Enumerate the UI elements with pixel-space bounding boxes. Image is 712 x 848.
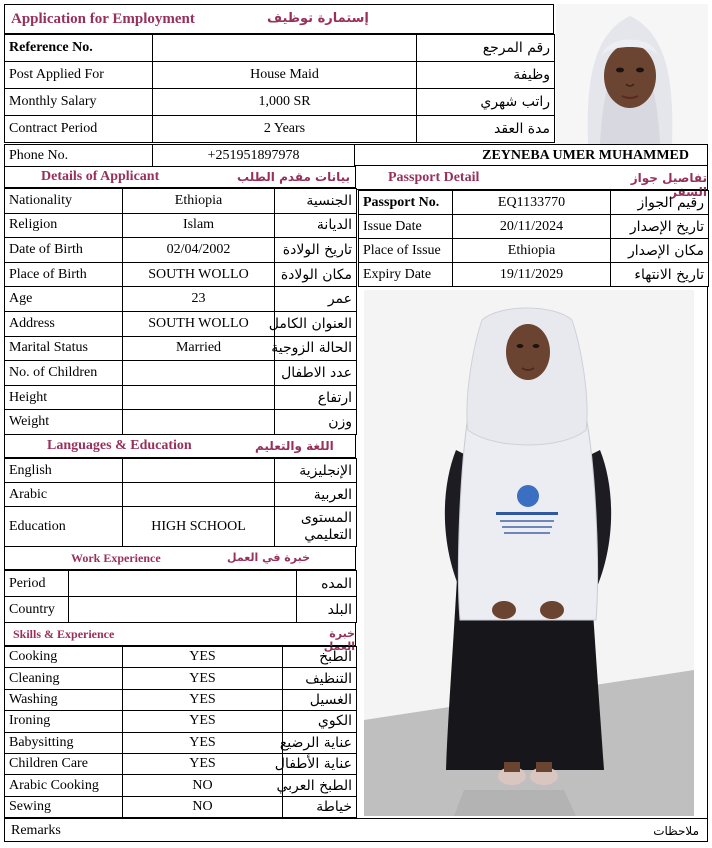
skill-value: YES: [123, 689, 283, 710]
top-label-ar: رقم المرجع: [417, 35, 555, 62]
applicant-label-ar: الجنسية: [275, 189, 357, 214]
work-label: Period: [5, 571, 69, 597]
phone-label: Phone No.: [5, 145, 153, 167]
top-label: Monthly Salary: [5, 89, 153, 116]
passport-label: Place of Issue: [359, 239, 453, 263]
languages-title-ar: اللغة والتعليم: [255, 439, 334, 453]
applicant-label: Marital Status: [5, 336, 123, 361]
work-title-en: Work Experience: [71, 551, 161, 565]
education-row: [5, 507, 357, 547]
passport-row-issue-date: [359, 215, 709, 239]
remarks-label: Remarks: [11, 823, 61, 838]
skill-label: Ironing: [5, 711, 123, 732]
top-row-monthly-salary: [5, 89, 417, 116]
language-row-english: [5, 459, 357, 483]
skill-label-ar: الطبخ: [283, 647, 357, 668]
language-label: English: [5, 459, 123, 483]
language-value: [123, 459, 275, 483]
skill-label-ar: الكوي: [283, 711, 357, 732]
applicant-value: [123, 385, 275, 410]
passport-section-header: [356, 166, 708, 199]
applicant-label: Place of Birth: [5, 262, 123, 287]
skills-title-en: Skills & Experience: [13, 627, 115, 641]
top-label: Post Applied For: [5, 62, 153, 89]
work-value: [69, 597, 297, 623]
applicant-label-ar: العنوان الكامل: [275, 311, 357, 336]
education-value: HIGH SCHOOL: [123, 507, 275, 547]
applicant-row-religion: [5, 213, 357, 238]
top-row-ar: [417, 35, 555, 62]
title-en: Application for Employment: [11, 11, 195, 27]
passport-label: Expiry Date: [359, 263, 453, 287]
education-label: Education: [5, 507, 123, 547]
skill-row-ironing: [5, 711, 357, 732]
skill-label: Arabic Cooking: [5, 775, 123, 796]
applicant-label-ar: ارتفاع: [275, 385, 357, 410]
skill-label: Washing: [5, 689, 123, 710]
applicant-label: Date of Birth: [5, 238, 123, 263]
applicant-name: ZEYNEBA UMER MUHAMMED: [482, 148, 689, 163]
applicant-label: Age: [5, 287, 123, 312]
skill-row-children-care: [5, 753, 357, 774]
languages-title-en: Languages & Education: [47, 438, 192, 453]
work-label: Country: [5, 597, 69, 623]
education-label-ar: المستوى التعليمي: [275, 507, 357, 547]
portrait-photo: [556, 4, 708, 144]
passport-value: 20/11/2024: [453, 215, 611, 239]
top-row-contract-period: [5, 116, 417, 143]
applicant-label: No. of Children: [5, 361, 123, 386]
applicant-row-weight: [5, 410, 357, 435]
passport-row-passport-no: [359, 191, 709, 215]
applicant-value: SOUTH WOLLO: [123, 262, 275, 287]
top-value: House Maid: [153, 62, 417, 89]
skill-label-ar: الطبخ العربي: [283, 775, 357, 796]
skills-table: [4, 646, 357, 818]
skill-row-sewing: [5, 796, 357, 817]
applicant-value: [123, 410, 275, 435]
applicant-label-ar: عدد الاطفال: [275, 361, 357, 386]
passport-table: [358, 190, 709, 287]
skill-value: YES: [123, 753, 283, 774]
applicant-table: [4, 188, 357, 435]
work-table: [4, 570, 357, 623]
applicant-row-height: [5, 385, 357, 410]
applicant-label-ar: الديانة: [275, 213, 357, 238]
applicant-label-ar: وزن: [275, 410, 357, 435]
skills-title-ar: خبرة العمل: [323, 627, 355, 653]
applicant-value: 02/04/2002: [123, 238, 275, 263]
skill-value: YES: [123, 732, 283, 753]
language-row-arabic: [5, 483, 357, 507]
applicant-label: Nationality: [5, 189, 123, 214]
skill-value: YES: [123, 647, 283, 668]
passport-label: Passport No.: [359, 191, 453, 215]
skill-label-ar: خياطة: [283, 796, 357, 817]
work-row-period: [5, 571, 357, 597]
passport-label-ar: تاريخ الانتهاء: [611, 263, 709, 287]
top-value: [153, 35, 417, 62]
applicant-title-ar: بيانات مقدم الطلب: [237, 170, 351, 184]
top-label-ar: مدة العقد: [417, 116, 555, 143]
skill-row-cleaning: [5, 668, 357, 689]
work-title-ar: خبرة في العمل: [227, 551, 311, 564]
name-cell: [354, 144, 708, 166]
skill-label: Cleaning: [5, 668, 123, 689]
language-value: [123, 483, 275, 507]
passport-label-ar: تاريخ الإصدار: [611, 215, 709, 239]
passport-label-ar: رقيم الجواز: [611, 191, 709, 215]
applicant-value: Married: [123, 336, 275, 361]
applicant-row-address: [5, 311, 357, 336]
top-label-ar: وظيفة: [417, 62, 555, 89]
skill-value: YES: [123, 711, 283, 732]
applicant-label: Height: [5, 385, 123, 410]
applicant-value: SOUTH WOLLO: [123, 311, 275, 336]
passport-value: EQ1133770: [453, 191, 611, 215]
skill-row-cooking: [5, 647, 357, 668]
top-row-ar: [417, 116, 555, 143]
skill-row-babysitting: [5, 732, 357, 753]
skills-section-header: [4, 622, 356, 653]
passport-title-ar: تفاصيل جواز السفر: [630, 171, 707, 199]
remarks-row: [4, 818, 708, 842]
applicant-label: Weight: [5, 410, 123, 435]
languages-table: [4, 458, 357, 547]
skill-label-ar: التنظيف: [283, 668, 357, 689]
skill-label-ar: عناية الأطفال: [283, 753, 357, 774]
applicant-row-place-of-birth: [5, 262, 357, 287]
top-row-reference-no: [5, 35, 417, 62]
passport-value: Ethiopia: [453, 239, 611, 263]
top-row-post-applied-for: [5, 62, 417, 89]
passport-label: Issue Date: [359, 215, 453, 239]
title-ar: إستمارة توظيف: [267, 11, 369, 26]
skill-label-ar: الغسيل: [283, 689, 357, 710]
language-label-ar: الإنجليزية: [275, 459, 357, 483]
work-label-ar: البلد: [297, 597, 357, 623]
passport-row-expiry-date: [359, 263, 709, 287]
passport-label-ar: مكان الإصدار: [611, 239, 709, 263]
applicant-label-ar: مكان الولادة: [275, 262, 357, 287]
header-bar: [4, 4, 554, 34]
work-value: [69, 571, 297, 597]
phone-table: [4, 144, 355, 167]
top-label: Contract Period: [5, 116, 153, 143]
skill-label: Children Care: [5, 753, 123, 774]
top-value: 2 Years: [153, 116, 417, 143]
skill-value: NO: [123, 775, 283, 796]
applicant-value: Islam: [123, 213, 275, 238]
applicant-label-ar: الحالة الزوجية: [275, 336, 357, 361]
applicant-row-nationality: [5, 189, 357, 214]
language-label-ar: العربية: [275, 483, 357, 507]
skill-row-arabic-cooking: [5, 775, 357, 796]
applicant-section-header: [4, 166, 356, 188]
photo-frame: [356, 286, 708, 820]
applicant-label: Religion: [5, 213, 123, 238]
passport-title-en: Passport Detail: [388, 170, 480, 185]
applicant-row-date-of-birth: [5, 238, 357, 263]
skill-label: Cooking: [5, 647, 123, 668]
work-label-ar: المده: [297, 571, 357, 597]
applicant-row-marital-status: [5, 336, 357, 361]
applicant-value: Ethiopia: [123, 189, 275, 214]
language-label: Arabic: [5, 483, 123, 507]
applicant-label-ar: تاريخ الولادة: [275, 238, 357, 263]
applicant-row-no-of-children: [5, 361, 357, 386]
applicant-row-age: [5, 287, 357, 312]
top-row-ar: [417, 62, 555, 89]
top-info-table: [4, 34, 417, 143]
applicant-value: 23: [123, 287, 275, 312]
skill-value: NO: [123, 796, 283, 817]
work-row-country: [5, 597, 357, 623]
applicant-label-ar: عمر: [275, 287, 357, 312]
phone-value: +251951897978: [153, 145, 355, 167]
top-label: Reference No.: [5, 35, 153, 62]
top-row-ar: [417, 89, 555, 116]
skill-value: YES: [123, 668, 283, 689]
skill-label-ar: عناية الرضيع: [283, 732, 357, 753]
top-info-ar-table: [416, 34, 555, 143]
remarks-label-ar: ملاحظات: [653, 824, 699, 838]
applicant-value: [123, 361, 275, 386]
passport-value: 19/11/2029: [453, 263, 611, 287]
skill-label: Sewing: [5, 796, 123, 817]
applicant-title-en: Details of Applicant: [41, 169, 160, 184]
passport-row-place-of-issue: [359, 239, 709, 263]
applicant-label: Address: [5, 311, 123, 336]
top-label-ar: راتب شهري: [417, 89, 555, 116]
top-value: 1,000 SR: [153, 89, 417, 116]
skill-label: Babysitting: [5, 732, 123, 753]
languages-section-header: [4, 434, 356, 458]
skill-row-washing: [5, 689, 357, 710]
work-section-header: [4, 546, 356, 570]
